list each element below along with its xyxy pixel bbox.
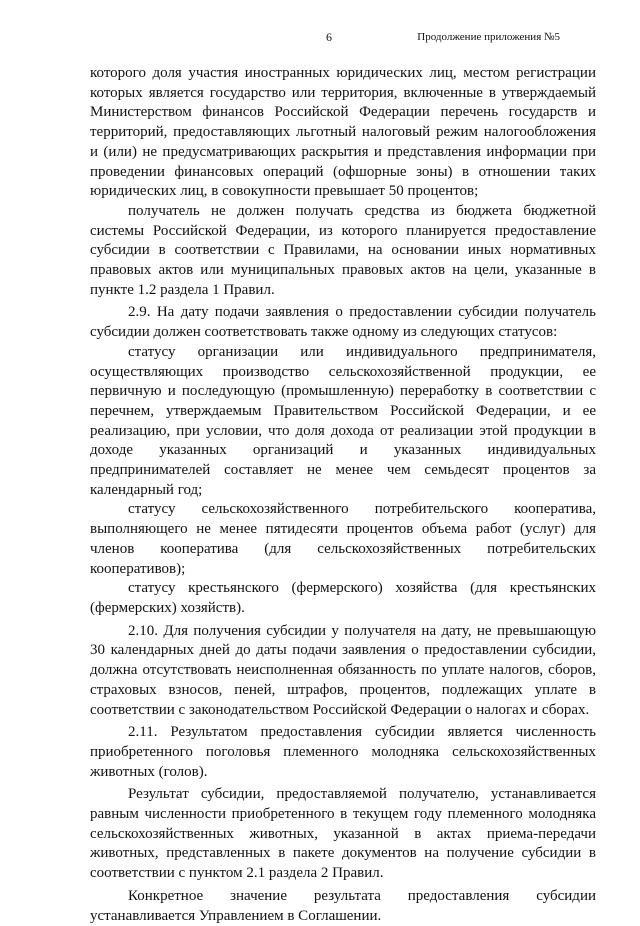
document-body (90, 64, 596, 926)
paragraph: 2.11. Результатом предоставления субсидии является численность приобретенного поголовья племенного молодняка сельскохозяйственных животных (голов). (90, 724, 596, 780)
paragraph: статусу крестьянского (фермерского) хозяйства (для крестьянских (фермерских) хозяйств). (90, 580, 596, 616)
paragraph: 2.9. На дату подачи заявления о предоставлении субсидии получатель субсидии должен соответствовать также одному из следующих статусов: (90, 304, 596, 341)
paragraph: статусу организации или индивидуального предпринимателя, осуществляющих производство сельскохозяйственной продукции, ее первичную и последующую (промышленную) переработку в соответствии с перечнем, утверждаемым Правительством Российской Федерации, и ее реализацию, при условии, что доля дохода от реализации этой продукции в доходе указанных организаций и указанных индивидуальных предпринимателей составляет не менее чем семьдесят процентов за календарный год; (90, 343, 596, 498)
paragraph: статусу сельскохозяйственного потребительского кооператива, выполняющего не менее пятидесяти процентов объема работ (услуг) для членов кооператива (для сельскохозяйственных потребительских кооперативов); (90, 501, 596, 577)
paragraph: получатель не должен получать средства из бюджета бюджетной системы Российской Федерации, из которого планируется предоставление субсидии в соответствии с Правилами, на основании иных нормативных правовых актов или муниципальных правовых актов на цели, указанные в пункте 1.2 раздела 1 Правил. (90, 202, 596, 298)
header-note: Продолжение приложения №5 (417, 31, 560, 43)
paragraph: 2.10. Для получения субсидии у получателя на дату, не превышающую 30 календарных дней до даты подачи заявления о предоставлении субсидии, должна отсутствовать неисполненная обязанность по уплате налогов, сборов, страховых взносов, пеней, штрафов, процентов, подлежащих уплате в соответствии с законодательством Российской Федерации о налогах и сборах. (90, 622, 596, 718)
paragraph: Результат субсидии, предоставляемой получателю, устанавливается равным численности приобретенного в текущем году племенного молодняка сельскохозяйственных животных, указанной в актах приема-передачи животных, представленных в пакете документов на получение субсидии в соответствии с пунктом 2.1 раздела 2 Правил. (90, 786, 596, 882)
page-number: 6 (326, 30, 332, 44)
paragraph: Конкретное значение результата предоставления субсидии устанавливается Управлением в Соглашении. (90, 887, 596, 924)
paragraph: которого доля участия иностранных юридических лиц, местом регистрации которых является государство или территория, включенные в утверждаемый Министерством финансов Российской Федерации перечень государств и территорий, предоставляющих льготный налоговый режим налогообложения и (или) не предусматривающих раскрытия и представления информации при проведении финансовых операций (офшорные зоны) в отношении таких юридических лиц, в совокупности превышает 50 процентов; (90, 65, 596, 200)
